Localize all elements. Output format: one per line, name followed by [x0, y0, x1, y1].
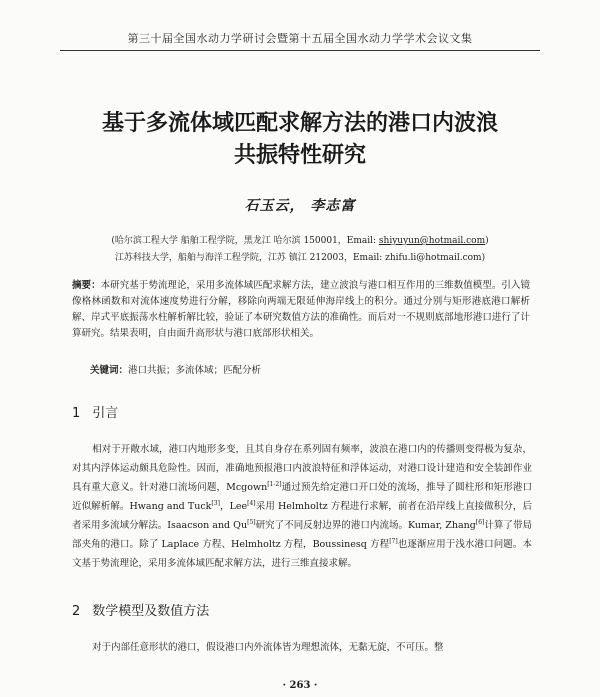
intro-text-b: 通过预先给定港口开口处的流场，推导了圆柱形和矩形港口近似解析解。Hwang and Tuck [72, 482, 532, 512]
model-text: 对于内部任意形状的港口，假设港口内外流体皆为理想流体，无黏无旋，不可压。整 [92, 642, 444, 653]
citation-ref: [1-2] [267, 481, 282, 488]
authors: 石玉云， 李志富 [244, 198, 356, 214]
intro-text-d: 采用 Helmholtz 方程进行求解，前者在沿岸线上直接做积分，后者采用多流域分解法。Isaacson and Qu [72, 501, 532, 531]
running-header: 第三十届全国水动力学研讨会暨第十五届全国水动力学学术会议文集 [127, 32, 473, 45]
paper-title [40, 108, 560, 172]
abstract [72, 278, 530, 342]
model-paragraph [72, 638, 532, 657]
citation-ref: [3] [211, 500, 220, 507]
citation-ref: [7] [389, 538, 398, 545]
affiliation-1-suffix: ) [485, 236, 489, 246]
affiliation-1-email[interactable]: shiyuyun@hotmail.com [378, 236, 486, 246]
intro-text-f: 计算了带局部夹角的港口。除了 Laplace 方程、Helmholtz 方程，Boussinesq 方程 [72, 520, 532, 550]
section-heading-model [72, 600, 209, 619]
affiliation-1 [40, 233, 560, 246]
abstract-text: 本研究基于势流理论，采用多流体域匹配求解方法，建立波浪与港口相互作用的三维数值模型。引入镜像格林函数和对流体速度势进行分解，移除向两端无限延伸海岸线上的积分。通过分别与矩形港底港口解析解、岸式平底振荡水柱解析解比较，验证了本研究数值方法的准确性。而后对一不规则底部地形港口进行了计算研究。结果表明，自由面升高形状与港口底部形状相关。 [72, 280, 530, 339]
citation-ref: [4] [247, 500, 256, 507]
paper-title-line1: 基于多流体域匹配求解方法的港口内波浪 [101, 111, 498, 136]
citation-ref: [5] [247, 519, 256, 526]
page-number: · 263 · [282, 680, 318, 691]
abstract-label: 摘要： [72, 280, 101, 291]
affiliation-2: 江苏科技大学，船舶与海洋工程学院，江苏 镇江 212003，Email: zhifu.li@hotmail.com) [114, 253, 486, 263]
section-number: 2 [72, 604, 81, 619]
intro-text-g: 也逐渐应用于浅水港口问题。本文基于势流理论，采用多流体域匹配求解方法，进行三维直接求解。 [72, 539, 532, 569]
keywords [90, 362, 530, 376]
citation-ref: [6] [475, 519, 485, 526]
section-title: 数学模型及数值方法 [92, 604, 210, 619]
paper-title-line2: 共振特性研究 [233, 143, 366, 168]
affiliation-1-prefix: (哈尔滨工程大学 船舶工程学院，黑龙江 哈尔滨 150001，Email: [111, 236, 379, 246]
section-heading-intro [72, 402, 118, 421]
intro-text-c: ，Lee [219, 501, 248, 512]
intro-text-a: 相对于开敞水域，港口内地形多变，且其自身存在系列固有频率，波浪在港口内的传播则变得极为复杂，对其内浮体运动颇具危险性。因而，准确地预报港口内波浪特征和浮体运动，对港口设计建造和安全装卸作业具有重大意义。针对港口流场问题，Mcgown [72, 444, 532, 493]
intro-text-e: 研究了不同反射边界的港口内流场。Kumar, Zhang [255, 520, 476, 531]
keywords-text: 港口共振；多流体域；匹配分析 [128, 365, 262, 376]
header-rule [60, 50, 540, 51]
section-title: 引言 [92, 406, 119, 421]
intro-paragraph [72, 440, 532, 573]
section-number: 1 [72, 406, 81, 421]
keywords-label: 关键词： [90, 365, 129, 376]
